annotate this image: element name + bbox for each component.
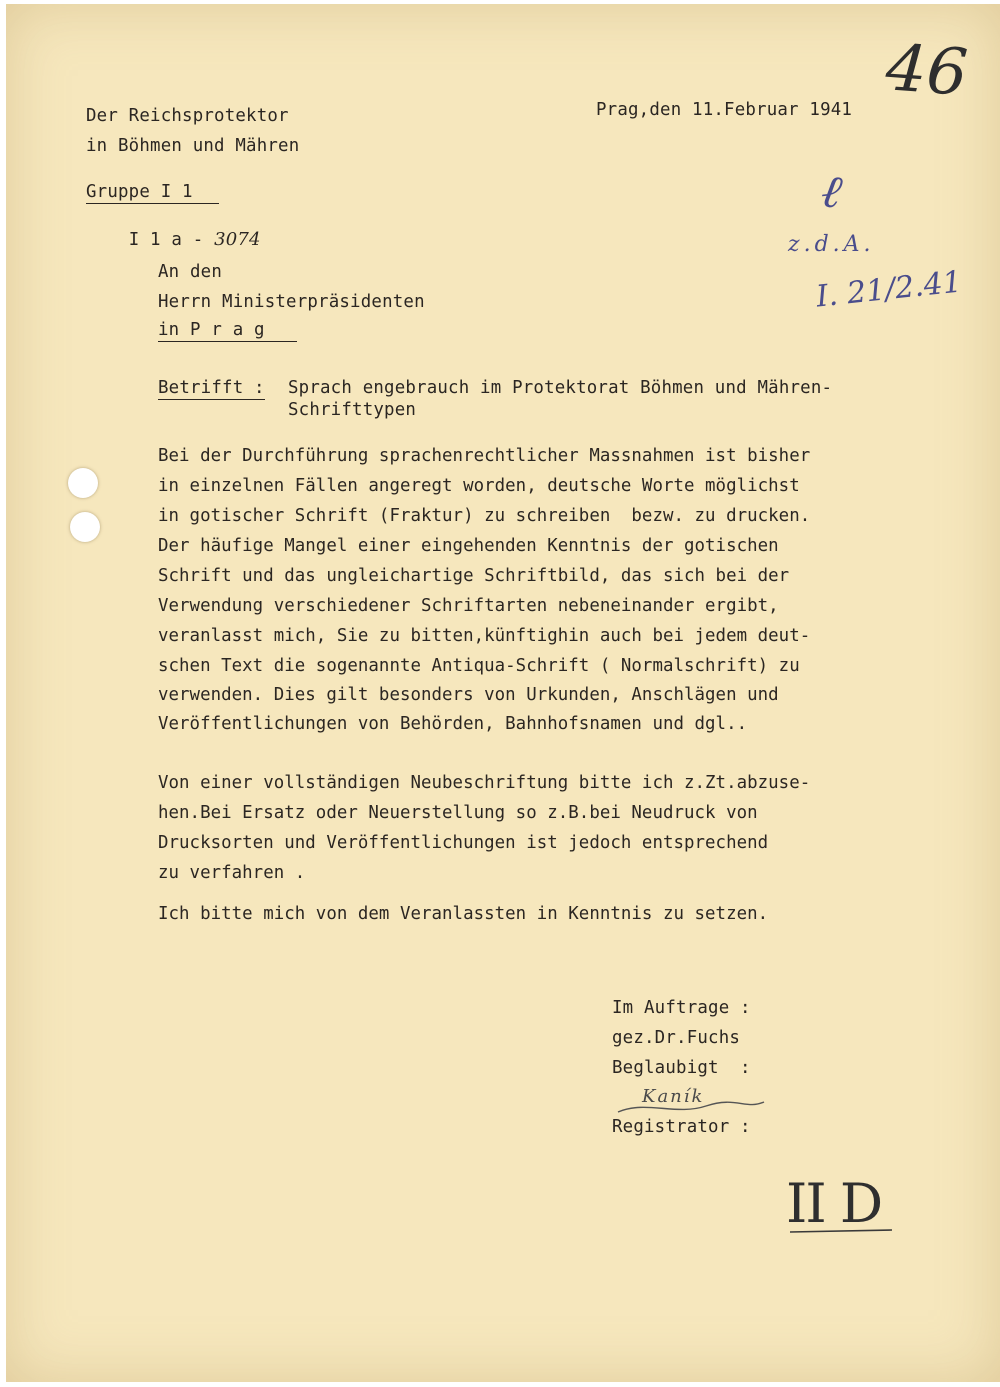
subject-line-1: Sprach engebrauch im Protektorat Böhmen und Mähren- — [288, 378, 833, 398]
department-mark: II D — [786, 1172, 882, 1235]
place-date: Prag,den 11.Februar 1941 — [596, 100, 853, 120]
subject-line-2: Schrifttypen — [288, 400, 417, 420]
punch-hole-bottom — [70, 512, 100, 542]
body-line: Bei der Durchführung sprachenrechtlicher Massnahmen ist bisher — [158, 446, 811, 466]
sender-line-2: in Böhmen und Mähren — [86, 136, 300, 156]
signature-line-4: Registrator : — [612, 1117, 751, 1137]
body-line: schen Text die sogenannte Antiqua-Schrift ( Normalschrift) zu — [158, 656, 800, 676]
group-label: Gruppe I 1 — [86, 182, 219, 204]
punch-hole-top — [68, 468, 98, 498]
body-line: Drucksorten und Veröffentlichungen ist jedoch entsprechend — [158, 833, 769, 853]
body-line: Veröffentlichungen von Behörden, Bahnhofsnamen und dgl.. — [158, 714, 748, 734]
body-line: in einzelnen Fällen angeregt worden, deutsche Worte möglichst — [158, 476, 800, 496]
margin-note-date: I. 21/2.41 — [814, 264, 964, 315]
recipient-line-3: in P r a g — [158, 320, 297, 342]
body-line: Der häufige Mangel einer eingehenden Kenntnis der gotischen — [158, 536, 779, 556]
body-line: hen.Bei Ersatz oder Neuerstellung so z.B.bei Neudruck von — [158, 803, 758, 823]
margin-note-zda: z.d.A. — [788, 232, 875, 257]
body-line: veranlasst mich, Sie zu bitten,künftighin auch bei jedem deut- — [158, 626, 811, 646]
body-line: verwenden. Dies gilt besonders von Urkunden, Anschlägen und — [158, 685, 779, 705]
body-line: in gotischer Schrift (Fraktur) zu schreiben bezw. zu drucken. — [158, 506, 811, 526]
letter-page — [6, 4, 1000, 1382]
body-line: zu verfahren . — [158, 863, 306, 883]
sender-line-1: Der Reichsprotektor — [86, 106, 289, 126]
recipient-line-2: Herrn Ministerpräsidenten — [158, 292, 425, 312]
body-paragraph-3: Ich bitte mich von dem Veranlassten in Kenntnis zu setzen. — [158, 904, 769, 924]
subject-label: Betrifft : — [158, 378, 265, 398]
handwritten-signature: Kaník — [642, 1086, 705, 1107]
initial-mark: ℓ — [817, 162, 846, 220]
signature-line-1: Im Auftrage : — [612, 998, 751, 1018]
recipient-line-1: An den — [158, 262, 223, 282]
page-number-handwritten: 46 — [883, 31, 970, 111]
signature-line-2: gez.Dr.Fuchs — [612, 1028, 741, 1048]
department-mark-underline — [788, 1226, 898, 1240]
body-line: Von einer vollständigen Neubeschriftung bitte ich z.Zt.abzuse- — [158, 773, 811, 793]
reference-number: 3074 — [214, 229, 261, 250]
signature-line-3: Beglaubigt : — [612, 1058, 751, 1078]
reference-line — [86, 210, 261, 270]
body-line: Verwendung verschiedener Schriftarten nebeneinander ergibt, — [158, 596, 779, 616]
body-line: Schrift und das ungleichartige Schriftbild, das sich bei der — [158, 566, 790, 586]
reference-prefix: I 1 a - — [128, 230, 215, 250]
